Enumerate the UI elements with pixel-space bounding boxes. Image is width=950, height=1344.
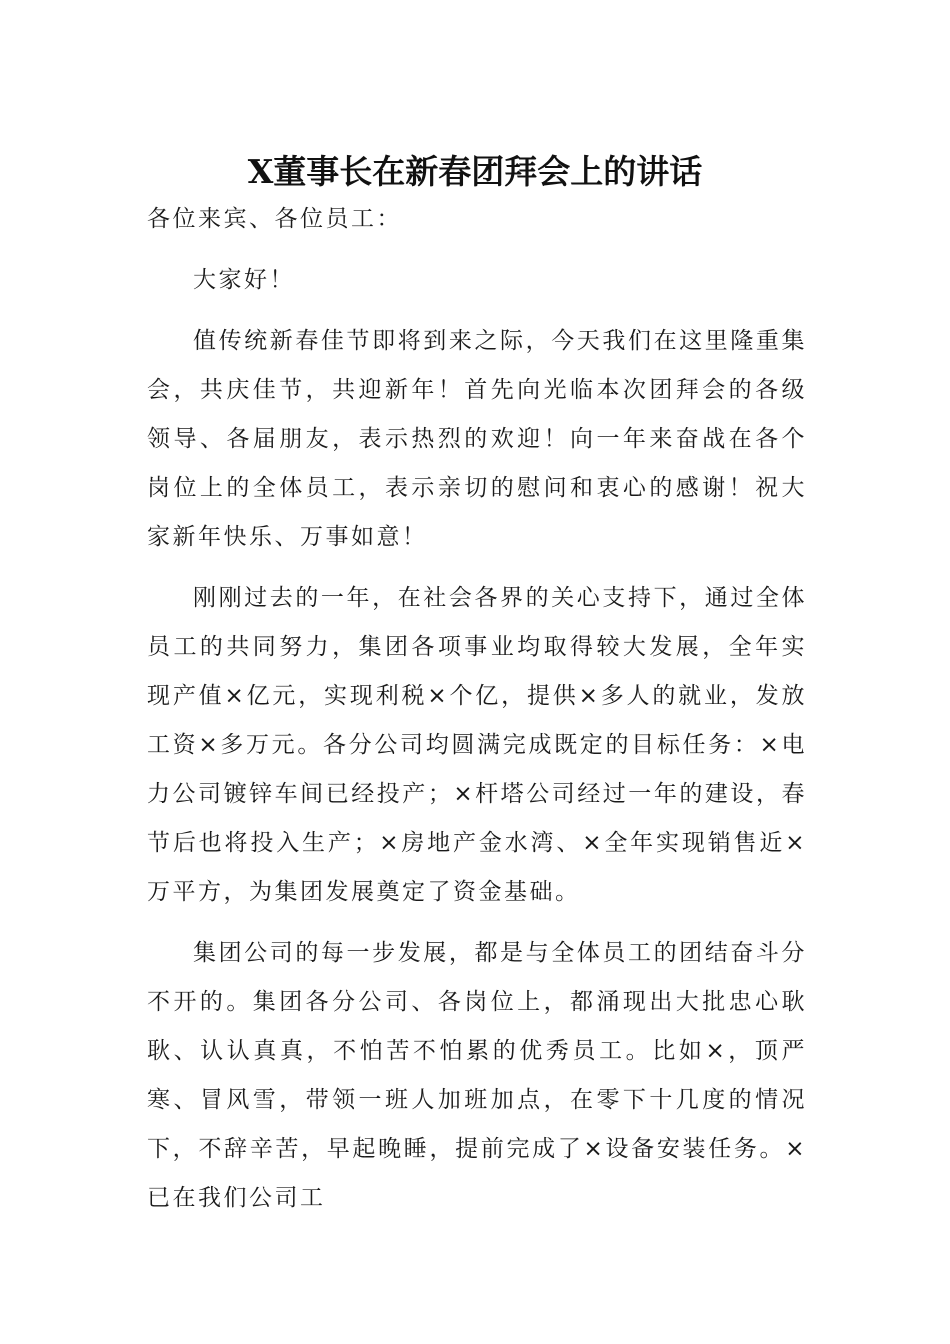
paragraph-achievements: 刚刚过去的一年，在社会各界的关心支持下，通过全体员工的共同努力，集团各项事业均取得较大发展，全年实现产值×亿元，实现利税×个亿，提供×多人的就业，发放工资×多万元。各分公司均圆满完成既定的目标任务：×电力公司镀锌车间已经投产；×杆塔公司经过一年的建设，春节后也将投入生产；×房地产金水湾、×全年实现销售近×万平方，为集团发展奠定了资金基础。 [147, 585, 807, 905]
paragraph-employees: 集团公司的每一步发展，都是与全体员工的团结奋斗分不开的。集团各分公司、各岗位上，都涌现出大批忠心耿耿、认认真真，不怕苦不怕累的优秀员工。比如×，顶严寒、冒风雪，带领一班人加班加点，在零下十几度的情况下，不辞辛苦，早起晚睡，提前完成了×设备安装任务。×已在我们公司工 [147, 940, 807, 1211]
paragraph-opening: 值传统新春佳节即将到来之际，今天我们在这里隆重集会，共庆佳节，共迎新年！首先向光临本次团拜会的各级领导、各届朋友，表示热烈的欢迎！向一年来奋战在各个岗位上的全体员工，表示亲切的慰问和衷心的感谢！祝大家新年快乐、万事如意！ [147, 328, 807, 550]
paragraph-greeting: 大家好！ [193, 267, 295, 293]
document-title: X董事长在新春团拜会上的讲话 [247, 152, 703, 191]
document-body [147, 195, 807, 1223]
salutation: 各位来宾、各位员工： [147, 206, 402, 232]
